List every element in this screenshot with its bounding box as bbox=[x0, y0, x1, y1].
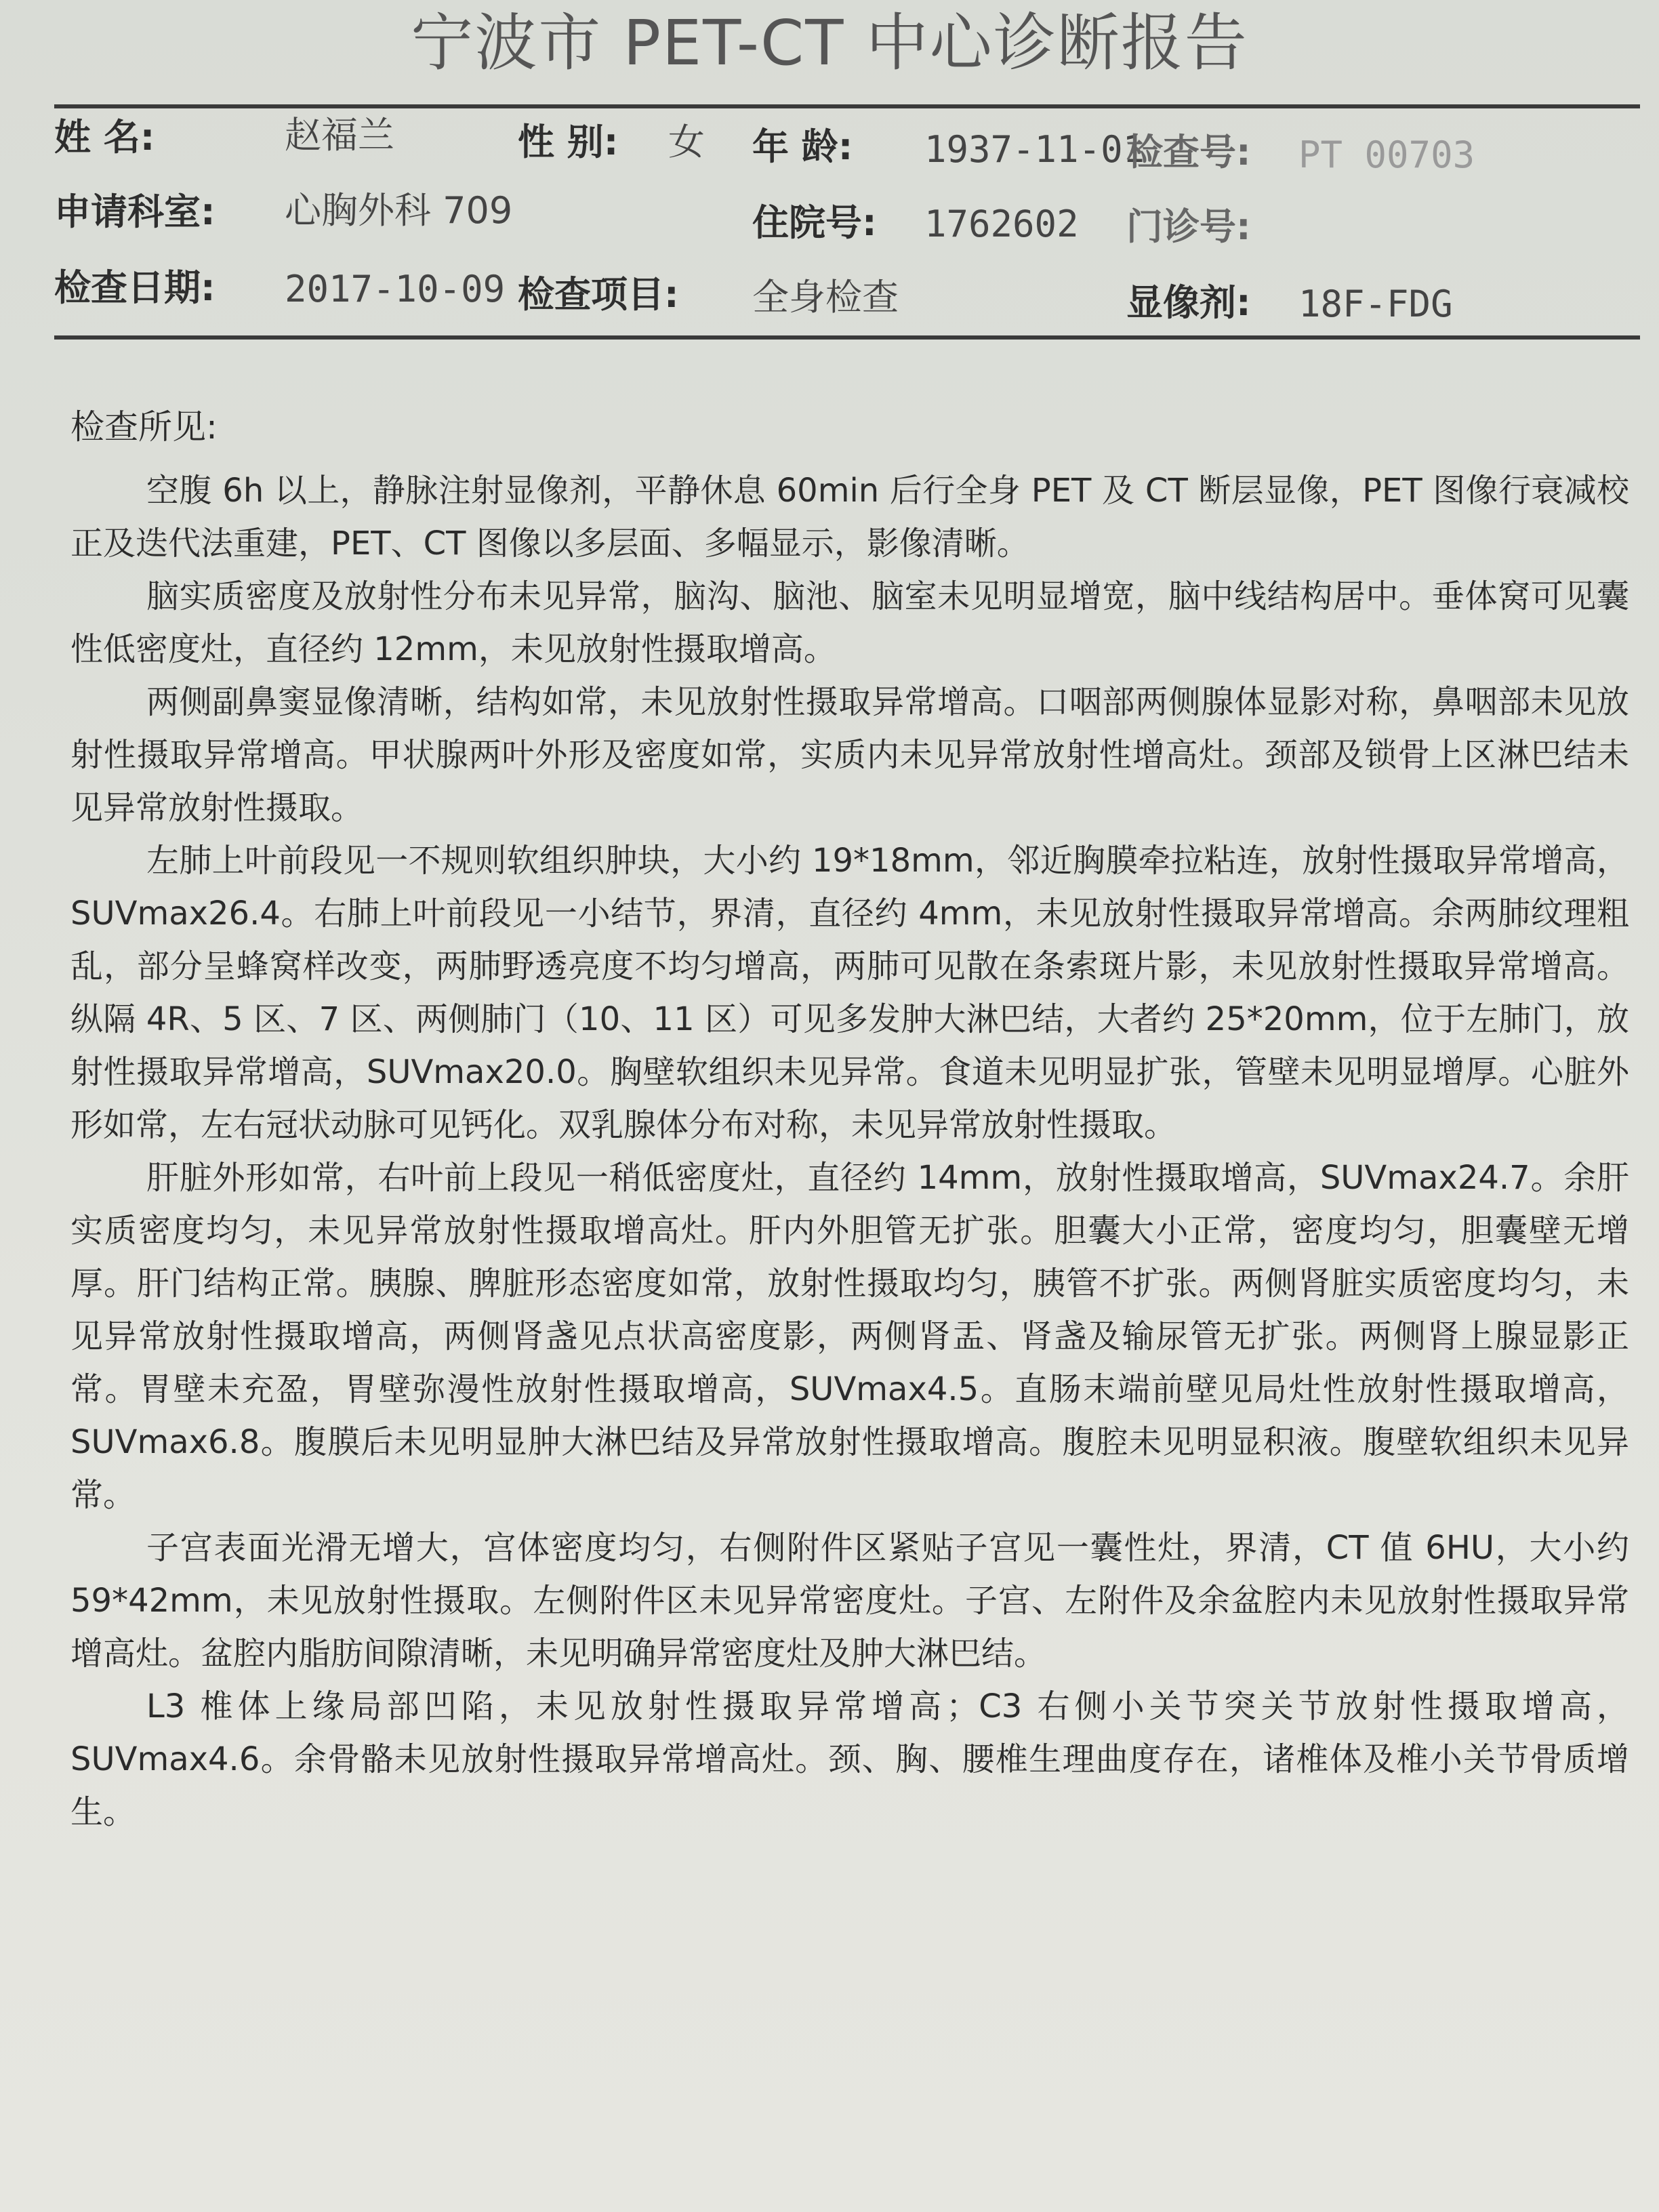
age-value: 1937-11-01 bbox=[924, 128, 1145, 171]
finding-paragraph: 两侧副鼻窦显像清晰，结构如常，未见放射性摄取异常增高。口咽部两侧腺体显影对称，鼻咽部未见放射性摄取异常增高。甲状腺两叶外形及密度如常，实质内未见异常放射性增高灶。颈部及锁骨上区淋巴结未见异常放射性摄取。 bbox=[70, 683, 1629, 827]
sex-label: 性 别: bbox=[518, 121, 619, 163]
date-label: 检查日期: bbox=[54, 266, 216, 309]
item-label: 检查项目: bbox=[518, 273, 679, 316]
dept-label: 申请科室: bbox=[54, 190, 216, 233]
finding-paragraph: 子宫表面光滑无增大，宫体密度均匀，右侧附件区紧贴子宫见一囊性灶，界清，CT 值 6HU，大小约 59*42mm，未见放射性摄取。左侧附件区未见异常密度灶。子宫、左附件及余盆腔内未见放射性摄取异常增高灶。盆腔内脂肪间隙清晰，未见明确异常密度灶及肿大淋巴结。 bbox=[70, 1529, 1629, 1673]
date-value: 2017-10-09 bbox=[285, 268, 506, 310]
dept-value: 心胸外科 709 bbox=[285, 189, 513, 232]
inpatient-label: 住院号: bbox=[752, 201, 877, 244]
finding-paragraph: L3 椎体上缘局部凹陷，未见放射性摄取异常增高；C3 右侧小关节突关节放射性摄取增高，SUVmax4.6。余骨骼未见放射性摄取异常增高灶。颈、胸、腰椎生理曲度存在，诸椎体及椎小关节骨质增生。 bbox=[70, 1687, 1629, 1831]
finding-paragraph: 左肺上叶前段见一不规则软组织肿块，大小约 19*18mm，邻近胸膜牵拉粘连，放射性摄取异常增高，SUVmax26.4。右肺上叶前段见一小结节，界清，直径约 4mm，未见放射性摄取异常增高。余两肺纹理粗乱，部分呈蜂窝样改变，两肺野透亮度不均匀增高，两肺可见散在条索斑片影，未见放射性摄取异常增高。纵隔 4R、5 区、7 区、两侧肺门（10、11 区）可见多发肿大淋巴结，大者约 25*20mm，位于左肺门，放射性摄取异常增高，SUVmax20.0。胸壁软组织未见异常。食道未见明显扩张，管壁未见明显增厚。心脏外形如常，左右冠状动脉可见钙化。双乳腺体分布对称，未见异常放射性摄取。 bbox=[70, 842, 1629, 1144]
finding-paragraph: 脑实质密度及放射性分布未见异常，脑沟、脑池、脑室未见明显增宽，脑中线结构居中。垂体窝可见囊性低密度灶，直径约 12mm，未见放射性摄取增高。 bbox=[70, 577, 1629, 668]
inpatient-value: 1762602 bbox=[924, 203, 1079, 245]
finding-paragraph: 肝脏外形如常，右叶前上段见一稍低密度灶，直径约 14mm，放射性摄取增高，SUVmax24.7。余肝实质密度均匀，未见异常放射性摄取增高灶。肝内外胆管无扩张。胆囊大小正常，密度均匀，胆囊壁无增厚。肝门结构正常。胰腺、脾脏形态密度如常，放射性摄取均匀，胰管不扩张。两侧肾脏实质密度均匀，未见异常放射性摄取增高，两侧肾盏见点状高密度影，两侧肾盂、肾盏及输尿管无扩张。两侧肾上腺显影正常。胃壁未充盈，胃壁弥漫性放射性摄取增高，SUVmax4.5。直肠末端前壁见局灶性放射性摄取增高，SUVmax6.8。腹膜后未见明显肿大淋巴结及异常放射性摄取增高。腹腔未见明显积液。腹壁软组织未见异常。 bbox=[70, 1159, 1629, 1514]
name-label: 姓 名: bbox=[54, 116, 155, 159]
name-value: 赵福兰 bbox=[285, 114, 394, 157]
agent-value: 18F-FDG bbox=[1298, 283, 1453, 325]
exam-no-label: 检查号: bbox=[1126, 131, 1251, 173]
findings-body bbox=[70, 464, 1629, 1839]
outpatient-label: 门诊号: bbox=[1126, 205, 1251, 248]
header-bottom-rule bbox=[54, 335, 1640, 340]
exam-no-value: PT 00703 bbox=[1298, 134, 1475, 176]
finding-paragraph: 空腹 6h 以上，静脉注射显像剂，平静休息 60min 后行全身 PET 及 CT 断层显像，PET 图像行衰减校正及迭代法重建，PET、CT 图像以多层面、多幅显示，影像清晰。 bbox=[70, 472, 1629, 562]
header-top-rule bbox=[54, 104, 1640, 108]
agent-label: 显像剂: bbox=[1126, 281, 1251, 324]
report-title: 宁波市 PET-CT 中心诊断报告 bbox=[411, 7, 1248, 79]
age-label: 年 龄: bbox=[752, 125, 853, 168]
sex-value: 女 bbox=[668, 121, 705, 163]
findings-heading: 检查所见: bbox=[70, 407, 218, 447]
item-value: 全身检查 bbox=[752, 276, 899, 319]
